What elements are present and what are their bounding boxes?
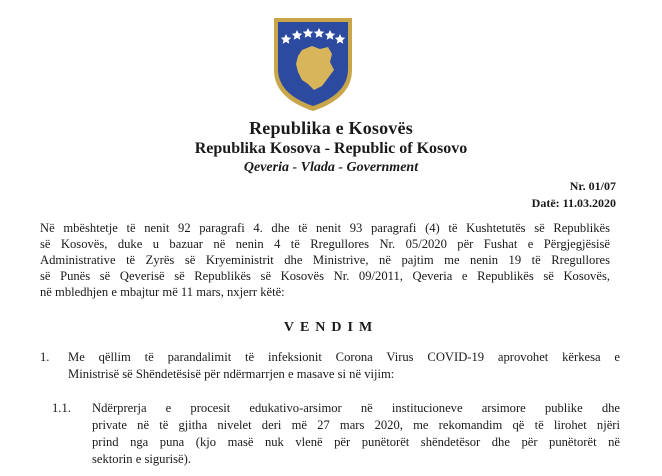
item-line: Me qëllim të parandalimit të infeksionit Corona Virus COVID-19 aprovohet kërkesa e [68, 350, 620, 364]
decision-subitem [40, 400, 620, 470]
intro-line: Në mbështetje të nenit 92 paragrafi 4. dhe të nenit 93 paragrafi (4) të Kushtetutës së Republikës [40, 221, 610, 235]
kosovo-coat-of-arms-icon [268, 14, 358, 114]
intro-line: Administrative të Zyrës së Kryeministrit dhe Ministrive, në pajtim me nenin 19 të Rregullores [40, 253, 610, 267]
item-line: private në të gjitha nivelet deri më 27 mars 2020, me rekomandim që të lirohet njëri [92, 418, 620, 432]
country-title: Republika e Kosovës [249, 118, 413, 138]
document-number: Nr. 01/07 [569, 179, 616, 193]
country-subtitle: Republika Kosova - Republic of Kosovo [194, 140, 468, 157]
item-number: 1.1. [52, 401, 71, 415]
item-line: Ministrisë së Shëndetësisë për ndërmarrjen e masave si në vijim: [68, 367, 395, 381]
item-line: Ndërprerja e procesit edukativo-arsimor në institucioneve arsimore publike dhe [92, 401, 620, 415]
item-text [68, 349, 620, 383]
item-line: prind nga puna (kjo masë nuk vlenë për punëtorët shëndetësor dhe për punëtorët në [92, 435, 620, 449]
intro-paragraph [40, 220, 610, 300]
decision-heading: VENDIM [283, 320, 379, 335]
intro-line: së Punës së Qeverisë së Republikës së Kosovës Nr. 09/2011, Qeveria e Republikës së Kosovës, [40, 269, 610, 283]
document-date: Datë: 11.03.2020 [531, 196, 616, 210]
intro-line: së Kosovës, duke u bazuar në nenin 4 të Rregullores Nr. 05/2020 për Fushat e Përgjegjësisë [40, 237, 610, 251]
decision-item [40, 349, 620, 389]
government-line: Qeveria - Vlada - Government [243, 160, 419, 175]
item-line: sektorin e sigurisë). [92, 452, 191, 466]
intro-line: në mbledhjen e mbajtur më 11 mars, nxjerr këtë: [40, 285, 285, 299]
item-text [92, 400, 620, 468]
item-number: 1. [40, 350, 50, 364]
